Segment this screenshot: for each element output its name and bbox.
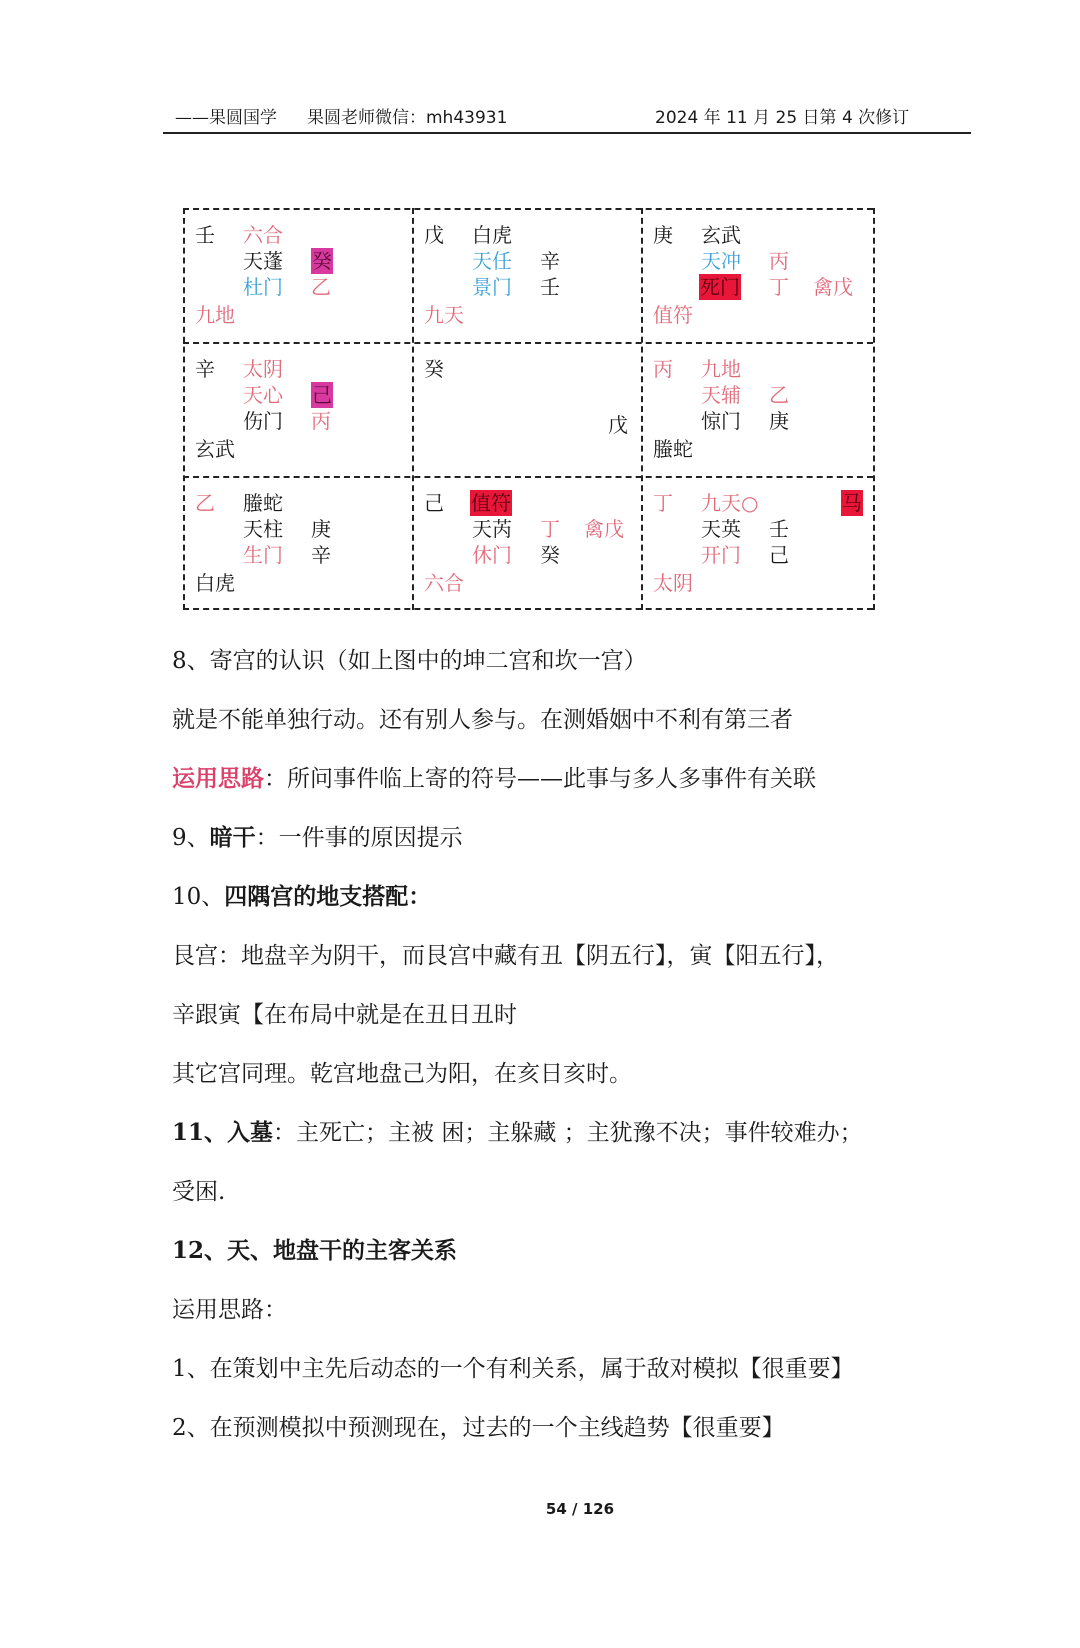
hidden-stem: 庚 <box>311 517 331 541</box>
palace-center <box>412 342 642 476</box>
palace-xun <box>183 208 413 342</box>
spirit: 玄武 <box>701 223 741 247</box>
hidden-stem: 辛 <box>311 543 331 567</box>
earth-stem: 乙 <box>195 491 215 515</box>
hidden-stem: 丁 <box>769 275 789 299</box>
center-stem: 戊 <box>608 413 628 437</box>
section-10-line1: 艮宫：地盘辛为阴干，而艮宫中藏有丑【阴五行】，寅【阳五行】， <box>172 943 839 969</box>
deity: 螣蛇 <box>653 437 693 461</box>
star: 天心 <box>243 383 283 407</box>
hidden-stem: 癸 <box>540 543 560 567</box>
earth-stem: 庚 <box>653 223 673 247</box>
star: 天任 <box>472 249 512 273</box>
section-11 <box>172 1114 863 1147</box>
earth-stem: 丙 <box>653 357 673 381</box>
hidden-stem: 壬 <box>540 275 560 299</box>
earth-stem: 壬 <box>195 223 215 247</box>
apply-label: 运用思路 <box>172 765 264 792</box>
deity: 玄武 <box>195 437 235 461</box>
section-10-title <box>172 878 431 911</box>
spirit: 太阴 <box>243 357 283 381</box>
header-brand: ——果圆国学 <box>175 108 277 128</box>
section-8-apply <box>172 760 816 793</box>
hidden-stem: 己 <box>769 543 789 567</box>
deity: 太阴 <box>653 571 693 595</box>
spirit: 六合 <box>243 223 283 247</box>
section-label: 四隅宫的地支搭配： <box>224 883 432 910</box>
spirit: 九天○ <box>701 491 759 515</box>
hidden-stem: 庚 <box>769 409 789 433</box>
door: 杜门 <box>243 275 283 299</box>
door: 生门 <box>243 543 283 567</box>
hidden-stem: 壬 <box>769 517 789 541</box>
section-number: 9、 <box>172 825 210 851</box>
palace-gen <box>183 476 413 610</box>
lodged-stem: 禽戊 <box>813 275 853 299</box>
horse-star-badge: 马 <box>842 491 862 515</box>
hidden-stem: 乙 <box>311 275 331 299</box>
palace-zhen <box>183 342 413 476</box>
section-8-title: 8、寄宫的认识（如上图中的坤二宫和坎一宫） <box>172 648 647 674</box>
spirit: 白虎 <box>472 223 512 247</box>
star: 天辅 <box>701 383 741 407</box>
star: 天英 <box>701 517 741 541</box>
section-12-sub: 运用思路： <box>172 1297 287 1323</box>
section-9 <box>172 819 463 852</box>
page-total: 126 <box>582 1500 615 1518</box>
door: 休门 <box>472 543 512 567</box>
star: 天柱 <box>243 517 283 541</box>
spirit: 螣蛇 <box>243 491 283 515</box>
star: 天芮 <box>472 517 512 541</box>
page-header <box>163 104 971 134</box>
door-highlight: 死门 <box>700 275 740 299</box>
page-separator: / <box>572 1500 578 1518</box>
star: 天冲 <box>701 249 741 273</box>
hidden-stem: 丙 <box>311 409 331 433</box>
hidden-stem: 丁 <box>540 517 560 541</box>
header-revision: 2024 年 11 月 25 日第 4 次修订 <box>655 108 910 128</box>
section-number: 10、 <box>172 884 225 910</box>
lodged-stem: 禽戊 <box>584 517 624 541</box>
earth-stem: 戊 <box>424 223 444 247</box>
section-label: 11、入墓 <box>172 1119 274 1146</box>
section-12-item-2: 2、在预测模拟中预测现在，过去的一个主线趋势【很重要】 <box>172 1415 785 1441</box>
deity: 九地 <box>195 303 235 327</box>
palace-qian <box>641 476 871 610</box>
section-10-line3: 其它宫同理。乾宫地盘己为阳，在亥日亥时。 <box>172 1061 632 1087</box>
apply-text: ：所问事件临上寄的符号——此事与多人多事件有关联 <box>264 766 816 792</box>
section-label: 暗干 <box>209 824 256 851</box>
qimen-chart-grid <box>183 208 875 610</box>
deity: 白虎 <box>195 571 235 595</box>
door: 伤门 <box>243 409 283 433</box>
section-11-cont: 受困. <box>172 1179 226 1205</box>
section-10-line2: 辛跟寅【在布局中就是在丑日丑时 <box>172 1002 517 1028</box>
door: 景门 <box>472 275 512 299</box>
palace-li <box>412 208 642 342</box>
header-contact: 果圆老师微信：mh43931 <box>307 108 508 128</box>
palace-dui <box>641 342 871 476</box>
hidden-stem-highlight: 己 <box>312 383 332 407</box>
deity: 值符 <box>653 303 693 327</box>
earth-stem: 己 <box>424 491 444 515</box>
section-12-item-1: 1、在策划中主先后动态的一个有利关系，属于敌对模拟【很重要】 <box>172 1356 854 1382</box>
hidden-stem: 丙 <box>769 249 789 273</box>
door: 开门 <box>701 543 741 567</box>
grid-line <box>873 208 875 610</box>
section-text: ：一件事的原因提示 <box>255 825 463 851</box>
hidden-stem: 辛 <box>540 249 560 273</box>
deity: 六合 <box>424 571 464 595</box>
earth-stem: 丁 <box>653 491 673 515</box>
section-8-body: 就是不能单独行动。还有别人参与。在测婚姻中不利有第三者 <box>172 707 793 733</box>
page-current: 54 <box>545 1500 567 1518</box>
section-12-title: 12、天、地盘干的主客关系 <box>172 1237 458 1264</box>
star: 天蓬 <box>243 249 283 273</box>
deity: 九天 <box>424 303 464 327</box>
section-text: ：主死亡；主被 困；主躲藏 ；主犹豫不决；事件较难办； <box>273 1120 863 1146</box>
earth-stem: 癸 <box>424 357 444 381</box>
earth-stem: 辛 <box>195 357 215 381</box>
door: 惊门 <box>701 409 741 433</box>
hidden-stem: 乙 <box>769 383 789 407</box>
page-number <box>0 1500 1080 1518</box>
spirit-highlight: 值符 <box>471 491 511 515</box>
hidden-stem-highlight: 癸 <box>312 249 332 273</box>
palace-kun <box>641 208 871 342</box>
palace-kan <box>412 476 642 610</box>
spirit: 九地 <box>701 357 741 381</box>
